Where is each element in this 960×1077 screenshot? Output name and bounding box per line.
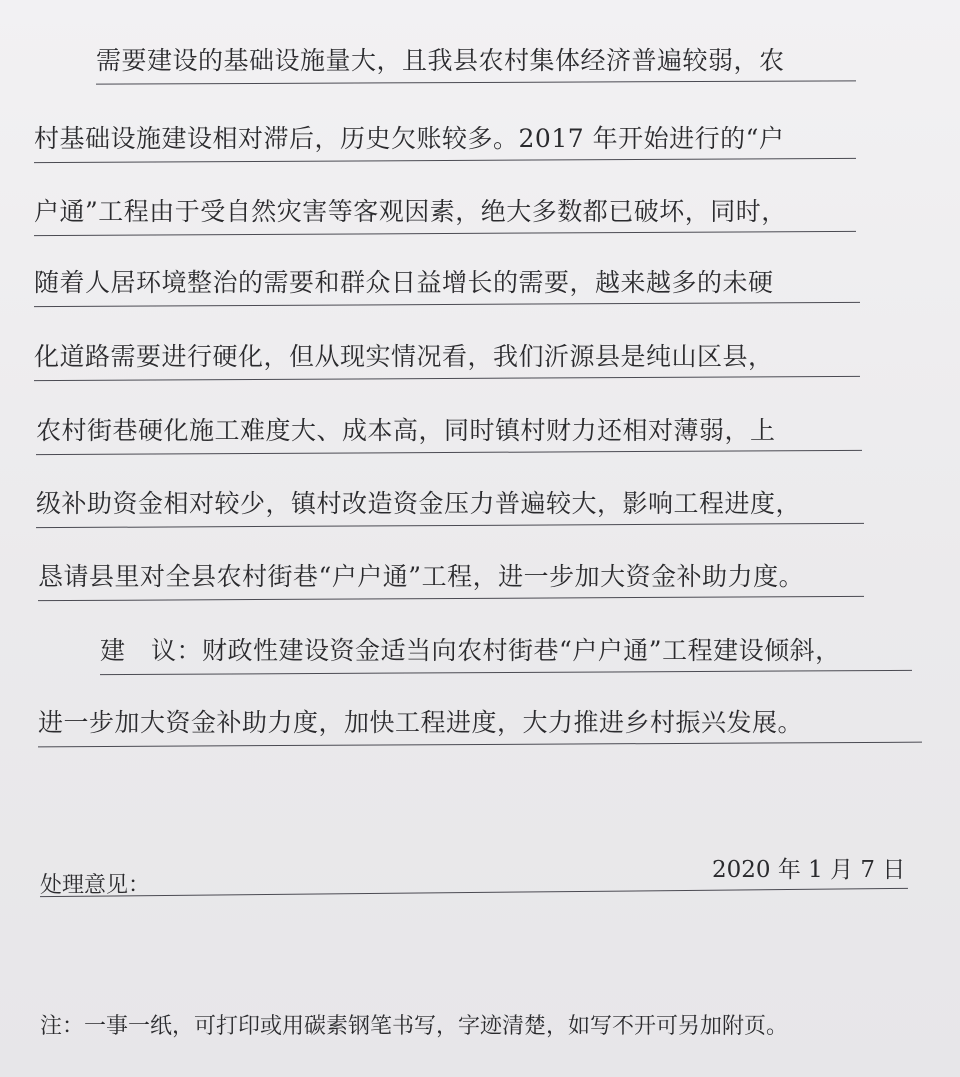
suggestion-line: 进一步加大资金补助力度，加快工程进度，大力推进乡村振兴发展。 xyxy=(38,708,804,737)
underline xyxy=(34,158,856,163)
processing-opinion-label: 处理意见： xyxy=(40,873,151,898)
underline xyxy=(36,450,862,455)
paragraph-line: 需要建设的基础设施量大，且我县农村集体经济普遍较弱，农 xyxy=(96,46,785,75)
underline xyxy=(40,888,908,897)
underline xyxy=(34,376,860,381)
underline xyxy=(100,670,912,675)
paragraph-line: 级补助资金相对较少，镇村改造资金压力普遍较大，影响工程进度， xyxy=(36,489,802,518)
paragraph-line: 农村街巷硬化施工难度大、成本高，同时镇村财力还相对薄弱，上 xyxy=(36,416,776,445)
paragraph-line: 恳请县里对全县农村街巷“户户通”工程，进一步加大资金补助力度。 xyxy=(38,562,805,591)
footnote: 注：一事一纸，可打印或用碳素钢笔书写，字迹清楚，如写不开可另加附页。 xyxy=(40,1014,789,1039)
paragraph-line: 村基础设施建设相对滞后，历史欠账较多。2017 年开始进行的“户 xyxy=(34,124,785,153)
suggestion-line: 建 议：财政性建设资金适当向农村街巷“户户通”工程建设倾斜， xyxy=(100,636,841,665)
underline xyxy=(34,231,856,236)
underline xyxy=(96,80,856,84)
underline xyxy=(38,596,864,601)
date: 2020 年 1 月 7 日 xyxy=(712,857,906,883)
underline xyxy=(38,742,922,748)
underline xyxy=(34,302,860,307)
paragraph-line: 化道路需要进行硬化，但从现实情况看，我们沂源县是纯山区县， xyxy=(34,342,774,371)
underline xyxy=(36,523,864,528)
paragraph-line: 户通”工程由于受自然灾害等客观因素，绝大多数都已破坏，同时， xyxy=(34,197,787,226)
paragraph-line: 随着人居环境整治的需要和群众日益增长的需要，越来越多的未硬 xyxy=(34,268,774,297)
